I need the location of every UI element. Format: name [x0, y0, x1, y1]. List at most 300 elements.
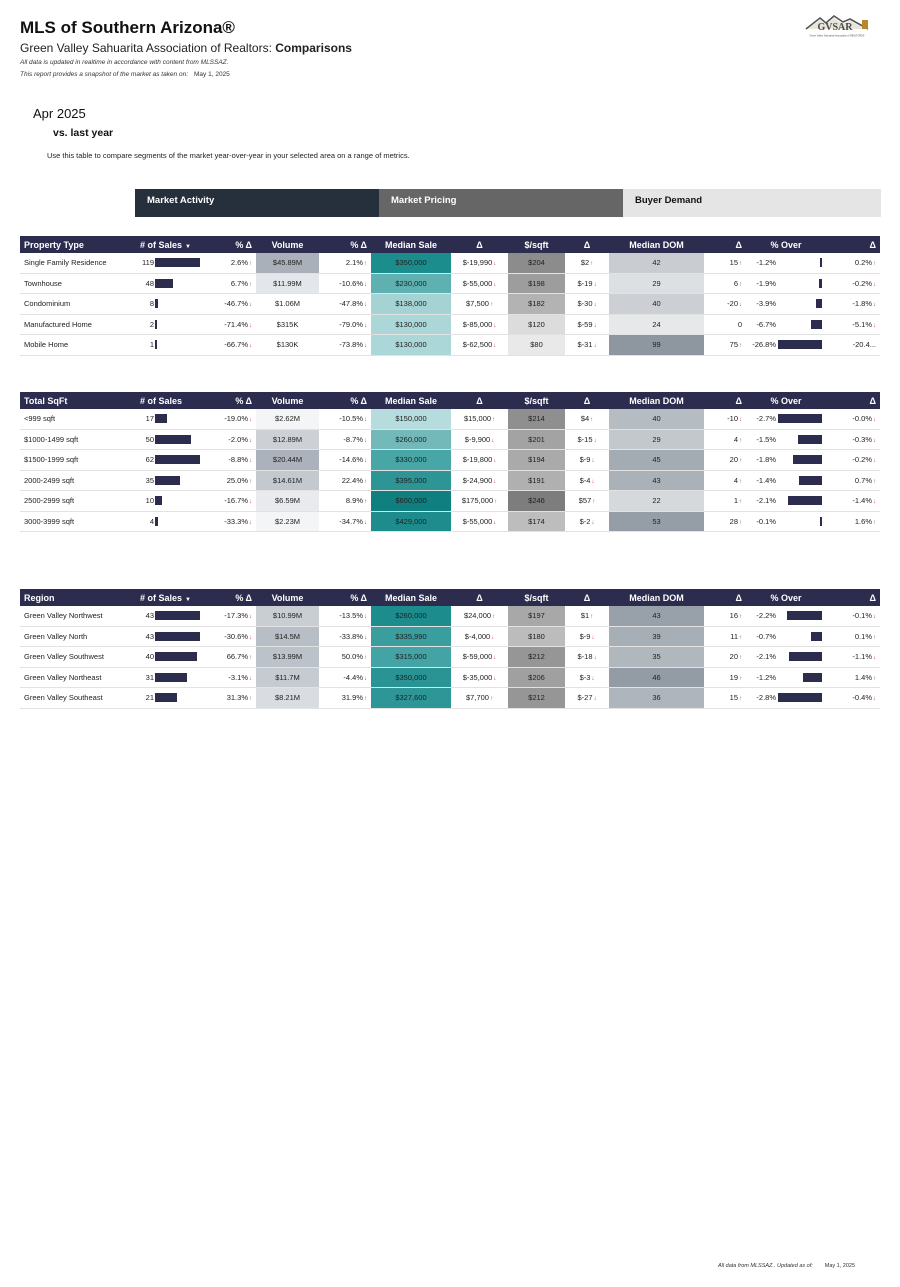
pct-change-column-header[interactable]: % Δ — [204, 236, 256, 253]
median-sale-change: $-19,990 — [462, 258, 493, 268]
price-per-sqft-cell: $212 — [508, 688, 565, 709]
median-sale-cell: $230,000 — [371, 273, 451, 294]
percent-over: -1.5% — [756, 434, 776, 444]
table-row[interactable] — [20, 606, 880, 626]
over-change-column-header[interactable]: Δ — [826, 589, 880, 606]
segment-name: Townhouse — [20, 273, 136, 294]
down-arrow-icon: ↓ — [364, 519, 367, 526]
median-sale-change: $7,700 — [466, 693, 489, 703]
sales-change: 66.7% — [226, 652, 248, 662]
sales-count-bar — [155, 299, 158, 308]
up-arrow-icon: ↑ — [739, 614, 742, 621]
volume-change: 50.0% — [341, 652, 363, 662]
sales-change-cell — [204, 688, 256, 709]
dom-column-header[interactable]: Median DOM — [609, 589, 704, 606]
median-dom-cell: 24 — [609, 314, 704, 335]
table-row[interactable] — [20, 294, 880, 315]
table-row[interactable] — [20, 626, 880, 647]
table-header-row — [20, 589, 880, 606]
sales-change-cell — [204, 647, 256, 668]
sales-count: 119 — [142, 258, 154, 268]
percent-over-cell — [746, 647, 826, 668]
psf-change-column-header[interactable]: Δ — [565, 236, 609, 253]
dom-change-cell — [704, 491, 746, 512]
sales-count-cell — [136, 429, 204, 450]
volume-change-cell — [319, 606, 371, 626]
sales-change: 6.7% — [230, 278, 248, 288]
down-arrow-icon: ↓ — [873, 696, 876, 703]
percent-over-cell — [746, 273, 826, 294]
median-dom-cell: 36 — [609, 688, 704, 709]
percent-over-change: 1.4% — [854, 672, 872, 682]
down-arrow-icon: ↓ — [873, 281, 876, 288]
pct-change-column-header[interactable]: % Δ — [204, 589, 256, 606]
report-period: Apr 2025 — [33, 106, 86, 121]
sales-count-bar — [155, 258, 200, 267]
sales-change: -46.7% — [224, 299, 248, 309]
price-per-sqft-change: $2 — [580, 258, 590, 268]
median-sale-change-cell — [451, 429, 508, 450]
volume-change-cell — [319, 626, 371, 647]
percent-over: -1.2% — [756, 258, 776, 268]
down-arrow-icon: ↓ — [364, 322, 367, 329]
down-arrow-icon: ↓ — [249, 322, 252, 329]
dom-change: 16 — [729, 611, 738, 621]
sales-count: 21 — [145, 693, 154, 703]
percent-over-change-cell — [826, 253, 880, 273]
median-dom-cell: 39 — [609, 626, 704, 647]
pct-change-column-header[interactable]: % Δ — [204, 392, 256, 409]
table-header-row — [20, 236, 880, 253]
sale-change-column-header[interactable]: Δ — [451, 392, 508, 409]
down-arrow-icon: ↓ — [873, 322, 876, 329]
up-arrow-icon: ↑ — [739, 261, 742, 268]
down-arrow-icon: ↓ — [493, 675, 497, 682]
dom-change-cell — [704, 429, 746, 450]
sales-count-bar — [155, 476, 180, 485]
volume-change: -47.8% — [339, 299, 363, 309]
sales-count-cell — [136, 511, 204, 532]
median-sale-change: $-4,000 — [464, 631, 491, 641]
price-per-sqft-change: $1 — [580, 611, 590, 621]
percent-over-bar — [778, 414, 822, 423]
volume-change: -8.7% — [343, 434, 363, 444]
sales-change-cell — [204, 667, 256, 688]
table-row[interactable] — [20, 429, 880, 450]
sales-count-cell — [136, 606, 204, 626]
percent-over-bar — [778, 340, 822, 349]
volume-cell: $12.89M — [256, 429, 319, 450]
sort-caret-icon[interactable]: ▼ — [185, 243, 191, 250]
vol-change-column-header[interactable]: % Δ — [319, 589, 371, 606]
segment-column-header[interactable]: Property Type — [20, 236, 136, 253]
down-arrow-icon: ↓ — [493, 322, 497, 329]
up-arrow-icon: ↑ — [590, 417, 594, 424]
over-column-header[interactable]: % Over — [746, 392, 826, 409]
down-arrow-icon: ↓ — [249, 343, 252, 350]
percent-over-bar — [798, 435, 822, 444]
up-arrow-icon: ↑ — [873, 675, 876, 682]
down-arrow-icon: ↓ — [249, 634, 252, 641]
down-arrow-icon: ↓ — [593, 437, 597, 444]
down-arrow-icon: ↓ — [249, 675, 252, 682]
down-arrow-icon: ↓ — [249, 499, 252, 506]
down-arrow-icon: ↓ — [593, 322, 597, 329]
table-row[interactable] — [20, 273, 880, 294]
percent-over: -2.8% — [756, 693, 776, 703]
sort-caret-icon[interactable]: ▼ — [185, 596, 191, 603]
volume-cell: $130K — [256, 335, 319, 356]
price-per-sqft-cell: $246 — [508, 491, 565, 512]
median-sale-change: $15,000 — [463, 414, 492, 424]
dom-change-cell — [704, 511, 746, 532]
volume-change: -79.0% — [339, 319, 363, 329]
median-sale-cell: $130,000 — [371, 335, 451, 356]
tab-buyer-demand[interactable]: Buyer Demand — [623, 189, 881, 217]
price-per-sqft-cell: $212 — [508, 647, 565, 668]
median-dom-cell: 46 — [609, 667, 704, 688]
price-per-sqft-change-cell — [565, 273, 609, 294]
percent-over-change: 0.2% — [854, 258, 872, 268]
down-arrow-icon: ↓ — [491, 634, 495, 641]
volume-change-cell — [319, 511, 371, 532]
dom-change-column-header[interactable]: Δ — [704, 392, 746, 409]
volume-change-cell — [319, 409, 371, 429]
percent-over-bar — [803, 673, 822, 682]
percent-over-change-cell — [826, 511, 880, 532]
median-dom-cell: 45 — [609, 450, 704, 471]
psf-column-header[interactable]: $/sqft — [508, 392, 565, 409]
down-arrow-icon: ↓ — [493, 478, 497, 485]
segment-name: $1500-1999 sqft — [20, 450, 136, 471]
price-per-sqft-cell: $206 — [508, 667, 565, 688]
median-sale-change-cell — [451, 314, 508, 335]
down-arrow-icon: ↓ — [593, 302, 597, 309]
up-arrow-icon: ↑ — [739, 675, 742, 682]
price-per-sqft-change: $-59 — [577, 319, 593, 329]
down-arrow-icon: ↓ — [491, 437, 495, 444]
psf-change-column-header[interactable]: Δ — [565, 392, 609, 409]
median-sale-change-cell — [451, 409, 508, 429]
segment-name: Single Family Residence — [20, 253, 136, 273]
median-sale-change-cell — [451, 253, 508, 273]
percent-over-bar — [789, 652, 822, 661]
psf-change-column-header[interactable]: Δ — [565, 589, 609, 606]
percent-over: -1.4% — [756, 475, 776, 485]
segment-name: Condominium — [20, 294, 136, 315]
comparison-table-2 — [20, 392, 880, 532]
median-sale-change-cell — [451, 294, 508, 315]
count-column-header[interactable] — [136, 589, 204, 606]
price-per-sqft-change-cell — [565, 606, 609, 626]
percent-over-bar — [788, 496, 822, 505]
table-row[interactable] — [20, 253, 880, 273]
sales-change-cell — [204, 491, 256, 512]
volume-change: -4.4% — [343, 672, 363, 682]
dom-change-cell — [704, 314, 746, 335]
count-column-header[interactable] — [136, 236, 204, 253]
down-arrow-icon: ↓ — [593, 696, 597, 703]
volume-change: -14.6% — [339, 455, 363, 465]
median-sale-cell: $315,000 — [371, 647, 451, 668]
sales-count-cell — [136, 409, 204, 429]
volume-cell: $8.21M — [256, 688, 319, 709]
sales-change: -33.3% — [224, 516, 248, 526]
percent-over-change: -0.3% — [852, 434, 872, 444]
dom-change: 20 — [729, 652, 738, 662]
percent-over-change: 1.6% — [854, 516, 872, 526]
median-dom-cell: 29 — [609, 429, 704, 450]
down-arrow-icon: ↓ — [493, 519, 497, 526]
price-per-sqft-change: $-19 — [577, 278, 593, 288]
down-arrow-icon: ↓ — [364, 343, 367, 350]
over-change-column-header[interactable]: Δ — [826, 392, 880, 409]
segment-name: $1000-1499 sqft — [20, 429, 136, 450]
percent-over-bar — [819, 279, 822, 288]
table-row[interactable] — [20, 314, 880, 335]
logo-text: GVSAR — [817, 22, 853, 33]
up-arrow-icon: ↑ — [739, 437, 742, 444]
over-column-header[interactable]: % Over — [746, 236, 826, 253]
sales-count: 40 — [145, 652, 154, 662]
sales-count-bar — [155, 455, 200, 464]
percent-over-cell — [746, 335, 826, 356]
price-per-sqft-cell: $191 — [508, 470, 565, 491]
down-arrow-icon: ↓ — [364, 281, 367, 288]
volume-cell: $45.89M — [256, 253, 319, 273]
median-sale-column-header[interactable]: Median Sale — [371, 589, 451, 606]
percent-over-change: -20.4... — [852, 340, 876, 350]
price-per-sqft-change-cell — [565, 294, 609, 315]
volume-change-cell — [319, 273, 371, 294]
count-header-label: # of Sales — [140, 592, 183, 603]
sales-count-bar — [155, 673, 187, 682]
median-sale-column-header[interactable]: Median Sale — [371, 392, 451, 409]
over-change-column-header[interactable]: Δ — [826, 236, 880, 253]
sales-count-cell — [136, 491, 204, 512]
dom-column-header[interactable]: Median DOM — [609, 392, 704, 409]
median-sale-change-cell — [451, 688, 508, 709]
psf-column-header[interactable]: $/sqft — [508, 589, 565, 606]
segment-name: Green Valley Southeast — [20, 688, 136, 709]
comparison-table-1 — [20, 236, 880, 356]
sales-count: 4 — [149, 516, 154, 526]
tab-market-activity[interactable]: Market Activity — [135, 189, 379, 217]
volume-column-header[interactable]: Volume — [256, 236, 319, 253]
sales-count-bar — [155, 632, 200, 641]
sales-count: 8 — [149, 299, 154, 309]
segment-name: Green Valley Northwest — [20, 606, 136, 626]
price-per-sqft-cell: $198 — [508, 273, 565, 294]
sales-change-cell — [204, 314, 256, 335]
table-row[interactable] — [20, 688, 880, 709]
dom-change-column-header[interactable]: Δ — [704, 589, 746, 606]
price-per-sqft-cell: $182 — [508, 294, 565, 315]
median-dom-cell: 43 — [609, 470, 704, 491]
down-arrow-icon: ↓ — [591, 634, 595, 641]
median-sale-cell: $130,000 — [371, 314, 451, 335]
up-arrow-icon: ↑ — [489, 302, 493, 309]
up-arrow-icon: ↑ — [492, 614, 496, 621]
sale-change-column-header[interactable]: Δ — [451, 236, 508, 253]
volume-cell: $13.99M — [256, 647, 319, 668]
down-arrow-icon: ↓ — [364, 634, 367, 641]
table-description: Use this table to compare segments of the market year-over-year in your selected area on a range of metrics. — [47, 151, 410, 160]
up-arrow-icon: ↑ — [492, 417, 496, 424]
dom-change: 0 — [737, 319, 742, 329]
volume-change-cell — [319, 314, 371, 335]
table-row[interactable] — [20, 450, 880, 471]
table-row[interactable] — [20, 511, 880, 532]
sales-change-cell — [204, 511, 256, 532]
table-row[interactable] — [20, 470, 880, 491]
vol-change-column-header[interactable]: % Δ — [319, 236, 371, 253]
count-column-header[interactable] — [136, 392, 204, 409]
sales-change-cell — [204, 626, 256, 647]
over-column-header[interactable]: % Over — [746, 589, 826, 606]
volume-cell: $2.62M — [256, 409, 319, 429]
dom-change-cell — [704, 335, 746, 356]
price-per-sqft-change: $-27 — [577, 693, 593, 703]
volume-change-cell — [319, 335, 371, 356]
percent-over-change: -1.4% — [852, 496, 872, 506]
tab-market-pricing[interactable]: Market Pricing — [379, 189, 623, 217]
price-per-sqft-change-cell — [565, 647, 609, 668]
sales-change-cell — [204, 335, 256, 356]
percent-over-bar — [820, 517, 822, 526]
median-sale-cell: $150,000 — [371, 409, 451, 429]
median-sale-change-cell — [451, 647, 508, 668]
up-arrow-icon: ↑ — [739, 499, 742, 506]
percent-over-cell — [746, 626, 826, 647]
dom-change-cell — [704, 294, 746, 315]
table-row[interactable] — [20, 335, 880, 356]
sales-count-bar — [155, 517, 158, 526]
dom-change: 15 — [729, 693, 738, 703]
volume-change-cell — [319, 450, 371, 471]
sales-change: -30.6% — [224, 631, 248, 641]
median-sale-change: $-9,900 — [464, 434, 491, 444]
up-arrow-icon: ↑ — [739, 634, 742, 641]
volume-change: 22.4% — [341, 475, 363, 485]
volume-change: 8.9% — [345, 496, 363, 506]
dom-change-cell — [704, 688, 746, 709]
dom-change: -10 — [727, 414, 738, 424]
percent-over: -1.8% — [756, 455, 776, 465]
down-arrow-icon: ↓ — [249, 302, 252, 309]
percent-over-cell — [746, 491, 826, 512]
median-dom-cell: 35 — [609, 647, 704, 668]
percent-over-change-cell — [826, 335, 880, 356]
volume-change-cell — [319, 688, 371, 709]
sales-count-cell — [136, 294, 204, 315]
segment-column-header[interactable]: Region — [20, 589, 136, 606]
percent-over-change-cell — [826, 429, 880, 450]
sales-change: -16.7% — [224, 496, 248, 506]
segment-name: <999 sqft — [20, 409, 136, 429]
sales-count-bar — [155, 611, 200, 620]
up-arrow-icon: ↑ — [249, 655, 252, 662]
median-sale-cell: $429,000 — [371, 511, 451, 532]
volume-change: 2.1% — [345, 258, 363, 268]
dom-change-cell — [704, 253, 746, 273]
volume-change-cell — [319, 491, 371, 512]
median-sale-change: $-55,000 — [462, 278, 493, 288]
sales-count: 1 — [149, 340, 154, 350]
sales-change-cell — [204, 450, 256, 471]
percent-over: -2.7% — [756, 414, 776, 424]
median-sale-change-cell — [451, 491, 508, 512]
sales-count: 2 — [149, 319, 154, 329]
volume-change-cell — [319, 647, 371, 668]
up-arrow-icon: ↑ — [489, 696, 493, 703]
up-arrow-icon: ↑ — [739, 478, 742, 485]
sale-change-column-header[interactable]: Δ — [451, 589, 508, 606]
down-arrow-icon: ↓ — [364, 437, 367, 444]
percent-over: -2.1% — [756, 496, 776, 506]
volume-column-header[interactable]: Volume — [256, 392, 319, 409]
table-row[interactable] — [20, 409, 880, 429]
down-arrow-icon: ↓ — [873, 417, 876, 424]
down-arrow-icon: ↓ — [249, 437, 252, 444]
segment-name: 3000-3999 sqft — [20, 511, 136, 532]
sales-change: 2.6% — [230, 258, 248, 268]
down-arrow-icon: ↓ — [493, 261, 497, 268]
footer-date: May 1, 2025 — [824, 1263, 856, 1269]
down-arrow-icon: ↓ — [593, 281, 597, 288]
percent-over-change: -5.1% — [852, 319, 872, 329]
table-row[interactable] — [20, 667, 880, 688]
segment-name: 2500-2999 sqft — [20, 491, 136, 512]
percent-over-cell — [746, 511, 826, 532]
percent-over-change-cell — [826, 606, 880, 626]
down-arrow-icon: ↓ — [249, 417, 252, 424]
percent-over: -3.9% — [756, 299, 776, 309]
dom-change: 4 — [733, 475, 738, 485]
segment-column-header[interactable]: Total SqFt — [20, 392, 136, 409]
sales-count-bar — [155, 279, 173, 288]
up-arrow-icon: ↑ — [590, 261, 594, 268]
dom-change-cell — [704, 667, 746, 688]
comparison-table-3 — [20, 589, 880, 709]
sales-count: 62 — [145, 455, 154, 465]
dom-change: 1 — [733, 496, 738, 506]
volume-cell: $20.44M — [256, 450, 319, 471]
price-per-sqft-cell: $180 — [508, 626, 565, 647]
count-header-label: # of Sales — [140, 239, 183, 250]
down-arrow-icon: ↓ — [739, 417, 742, 424]
dom-column-header[interactable]: Median DOM — [609, 236, 704, 253]
sales-change-cell — [204, 429, 256, 450]
price-per-sqft-change-cell — [565, 688, 609, 709]
up-arrow-icon: ↑ — [364, 696, 367, 703]
psf-column-header[interactable]: $/sqft — [508, 236, 565, 253]
sales-change: -66.7% — [224, 340, 248, 350]
median-sale-column-header[interactable]: Median Sale — [371, 236, 451, 253]
percent-over-change: -0.0% — [852, 414, 872, 424]
table-row[interactable] — [20, 491, 880, 512]
price-per-sqft-change-cell — [565, 253, 609, 273]
table-row[interactable] — [20, 647, 880, 668]
sales-count-bar — [155, 652, 197, 661]
vol-change-column-header[interactable]: % Δ — [319, 392, 371, 409]
price-per-sqft-change: $-30 — [577, 299, 593, 309]
dom-change-column-header[interactable]: Δ — [704, 236, 746, 253]
sales-count-bar — [155, 414, 167, 423]
down-arrow-icon: ↓ — [739, 302, 742, 309]
volume-column-header[interactable]: Volume — [256, 589, 319, 606]
percent-over-cell — [746, 470, 826, 491]
